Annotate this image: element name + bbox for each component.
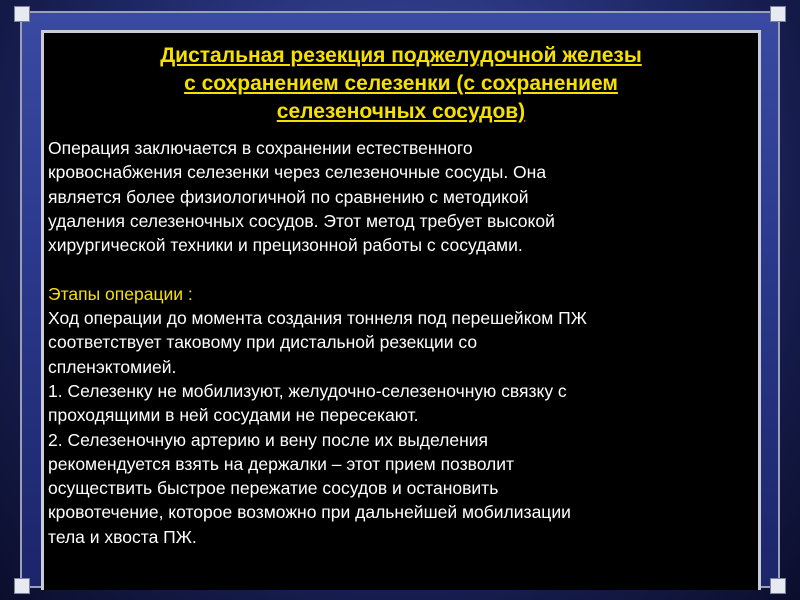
slide-title <box>44 42 758 126</box>
stages-line: рекомендуется взять на держалки – этот прием позволит <box>48 453 515 474</box>
stages-line: осуществить быстрое пережатие сосудов и остановить <box>48 478 499 499</box>
frame-corner-bottom-right <box>770 578 786 594</box>
frame-corner-top-right <box>770 6 786 22</box>
stages-line: тела и хвоста ПЖ. <box>48 526 197 547</box>
intro-line: Операция заключается в сохранении естественного <box>48 138 473 158</box>
title-line: с сохранением селезенки (с сохранением <box>184 72 618 95</box>
paragraph-spacer <box>48 257 756 281</box>
intro-line: кровоснабжения селезенки через селезеночные сосуды. Она <box>48 162 547 183</box>
title-line: Дистальная резекция поджелудочной железы <box>160 44 642 67</box>
frame-corner-bottom-left <box>14 578 30 594</box>
stages-line: Ход операции до момента создания тоннеля под перешейком ПЖ <box>48 308 587 329</box>
stages-line: кровотечение, которое возможно при дальнейшей мобилизации <box>48 502 571 523</box>
intro-line: является более физиологичной по сравнению с методикой <box>48 186 529 207</box>
stages-line: соответствует таковому при дистальной резекции со <box>48 332 478 353</box>
intro-line: хирургической техники и прецизонной работы с сосудами. <box>48 235 523 256</box>
title-line: селезеночных сосудов) <box>276 100 526 123</box>
stages-heading: Этапы операции : <box>48 283 193 304</box>
frame-corner-top-left <box>14 6 30 22</box>
stages-line: проходящими в ней сосудами не пересекают. <box>48 405 419 426</box>
stages-line: 1. Селезенку не мобилизуют, желудочно-селезеночную связку с <box>48 380 567 401</box>
intro-line: удаления селезеночных сосудов. Этот метод требует высокой <box>48 210 555 231</box>
slide-body-text <box>48 136 756 549</box>
stages-line: 2. Селезеночную артерию и вену после их выделения <box>48 429 489 450</box>
stages-line: спленэктомией. <box>48 356 177 377</box>
